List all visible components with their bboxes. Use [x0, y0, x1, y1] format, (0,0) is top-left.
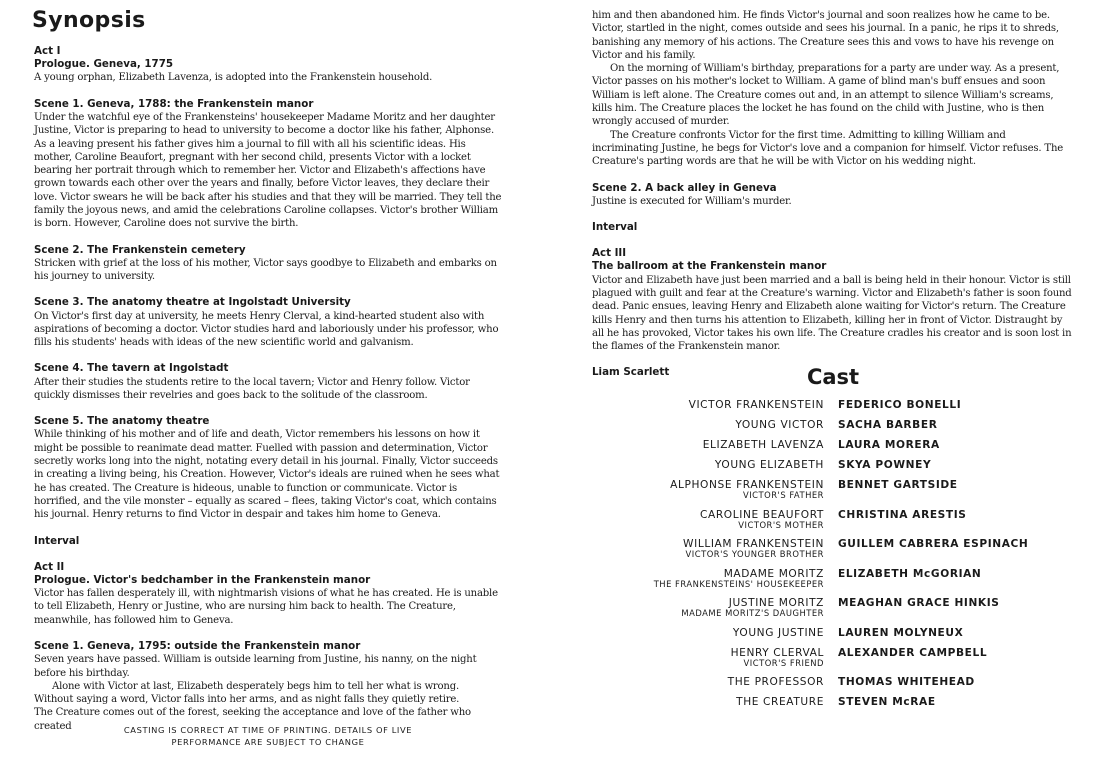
act2-scene1-paragraph: The Creature confronts Victor for the first time. Admitting to killing William and incriminating Justine, he begs for Victor's love and a companion for himself. Victor refuses. The Creature's parting words are that he will be with Victor on his wedding night.: [592, 129, 1064, 168]
actor-name: ALEXANDER CAMPBELL: [838, 646, 988, 659]
actor-name: ELIZABETH McGORIAN: [838, 567, 982, 580]
act1-scene4: [34, 362, 506, 402]
cast-row: [592, 568, 1082, 590]
act2-label: Act II: [34, 560, 65, 573]
act2-scene1-part2: [592, 9, 1074, 169]
prologue-text: A young orphan, Elizabeth Lavenza, is adopted into the Frankenstein household.: [34, 72, 433, 84]
cast-title: Cast: [806, 365, 860, 389]
cast-role: [592, 627, 824, 639]
role-name: YOUNG ELIZABETH: [714, 459, 824, 471]
scene1-heading: Scene 1. Geneva, 1788: the Frankenstein manor: [34, 97, 314, 110]
act2-scene2-heading: Scene 2. A back alley in Geneva: [592, 181, 777, 194]
act2-scene1-paragraph-continued: him and then abandoned him. He finds Victor's journal and soon realizes how he came to be. Victor, startled in the night, comes outside and sees his journal. In a panic, he rips it to shreds, banishing any memory of his actions. The Creature sees this and vows to have his revenge on Victor and his family.: [592, 10, 1059, 61]
act1-scene5: [34, 415, 506, 521]
cast-role: [592, 696, 824, 708]
act2-scene1-paragraph-start: The Creature comes out of the forest, seeking the acceptance and love of the father who created: [34, 707, 471, 732]
cast-row: [592, 439, 1082, 451]
act1-prologue: [34, 45, 506, 85]
scene2-heading: Scene 2. The Frankenstein cemetery: [34, 243, 246, 256]
disclaimer-line: PERFORMANCE ARE SUBJECT TO CHANGE: [171, 736, 365, 747]
actor-name: MEAGHAN GRACE HINKIS: [838, 597, 1000, 609]
cast-row: [592, 419, 1082, 431]
act2-scene1-paragraph: On the morning of William's birthday, preparations for a party are under way. As a present, Victor passes on his mother's locket to William. A game of blind man's buff ensues and soon William is left alone. The Creature comes out and, in an attempt to silence William's screams, kills him. The Creature places the locket he has found on the child with Justine, who is then wrongly accused of murder.: [592, 63, 1060, 128]
interval-2: [592, 221, 1074, 234]
cast-row: [592, 597, 1082, 619]
act2-scene1-heading: Scene 1. Geneva, 1795: outside the Frankenstein manor: [34, 640, 361, 653]
role-description: MADAME MORITZ'S DAUGHTER: [681, 608, 824, 618]
act2-scene1-paragraph: Seven years have passed. William is outside learning from Justine, his nanny, on the night before his birthday.: [34, 654, 477, 679]
actor-name: FEDERICO BONELLI: [838, 399, 962, 411]
scene5-text: While thinking of his mother and of life and death, Victor remembers his lessons on how it might be possible to reanimate dead matter. Fuelled with passion and determination, Victor secretly works long into the night, notating every detail in his journal. Finally, Victor succeeds in creating a living being, his Creation. However, Victor's ideals are ruined when he sees what he has created. The Creature is hideous, unable to function or communicate. Victor is horrified, and the vile monster – equally as scared – flees, taking Victor's coat, which contains his journal. Henry returns to find Victor in despair and takes him home to Geneva.: [34, 429, 500, 521]
actor-name: SACHA BARBER: [838, 419, 938, 431]
cast-role: [592, 647, 824, 669]
actor-name: STEVEN McRAE: [838, 696, 936, 708]
role-description: VICTOR'S YOUNGER BROTHER: [685, 549, 824, 559]
act1-scene1: [34, 98, 506, 231]
act2-scene2: [592, 182, 1074, 209]
role-name: THE PROFESSOR: [727, 676, 824, 688]
actor-name: SKYA POWNEY: [838, 459, 932, 471]
role-name: CAROLINE BEAUFORT: [699, 508, 824, 521]
cast-list: [592, 399, 1082, 716]
cast-role: [592, 399, 824, 411]
author-name: Liam Scarlett: [592, 366, 670, 379]
role-name: WILLIAM FRANKENSTEIN: [683, 538, 824, 550]
act2-scene1-paragraph: Without saying a word, Victor falls into her arms, and as night falls they quietly retire.: [34, 694, 460, 706]
cast-role: [592, 509, 824, 531]
cast-role: [592, 568, 824, 590]
cast-role: [592, 479, 824, 501]
actor-name: THOMAS WHITEHEAD: [838, 676, 975, 688]
act1-scene3: [34, 296, 506, 349]
cast-row: [592, 676, 1082, 688]
scene4-heading: Scene 4. The tavern at Ingolstadt: [34, 362, 229, 375]
actor-name: GUILLEM CABRERA ESPINACH: [838, 538, 1029, 550]
cast-role: [592, 538, 824, 560]
role-name: JUSTINE MORITZ: [728, 597, 824, 609]
act1-label: Act I: [34, 45, 61, 57]
cast-row: [592, 538, 1082, 560]
role-description: VICTOR'S MOTHER: [738, 519, 824, 530]
role-description: VICTOR'S FATHER: [742, 490, 824, 500]
synopsis-title: Synopsis: [32, 8, 146, 33]
scene1-text: Under the watchful eye of the Frankensteins' housekeeper Madame Moritz and her daughter Justine, Victor is preparing to head to university to become a doctor like his father, Alphonse. As a leaving present his father gives him a journal to fill with all his scientific ideas. His mother, Caroline Beaufort, pregnant with her second child, presents Victor with a locket bearing her portrait through which to remember her. Victor and Elizabeth's affections have grown towards each other over the years and finally, before Victor leaves, they declare their love. Victor swears he will be back after his studies and that they will be married. They tell the family the joyous news, and amid the celebrations Caroline collapses. Victor's brother William is born. However, Caroline does not survive the birth.: [34, 111, 502, 230]
cast-row: [592, 479, 1082, 501]
role-name: ELIZABETH LAVENZA: [702, 439, 824, 451]
cast-row: [592, 459, 1082, 471]
role-name: YOUNG VICTOR: [735, 419, 824, 431]
act1-scene2: [34, 244, 506, 284]
act3-label: Act III: [592, 247, 627, 260]
scene3-text: On Victor's first day at university, he meets Henry Clerval, a kind-hearted student also with aspirations of becoming a doctor. Victor studies hard and laboriously under his professor, who fills his students' heads with ideas of the new scientific world and galvanism.: [34, 310, 499, 349]
interval-1: [34, 535, 506, 548]
scene2-text: Stricken with grief at the loss of his mother, Victor says goodbye to Elizabeth and embarks on his journey to university.: [34, 257, 497, 283]
prologue-heading: Prologue. Geneva, 1775: [34, 58, 174, 71]
cast-row: [592, 627, 1082, 639]
act3: [592, 247, 1074, 353]
cast-row: [592, 647, 1082, 669]
casting-disclaimer: [34, 725, 502, 748]
role-name: HENRY CLERVAL: [730, 646, 824, 659]
role-name: VICTOR FRANKENSTEIN: [688, 399, 824, 411]
cast-role: [592, 439, 824, 451]
cast-role: [592, 459, 824, 471]
role-name: THE CREATURE: [736, 696, 824, 708]
cast-role: [592, 676, 824, 688]
disclaimer-line: CASTING IS CORRECT AT TIME OF PRINTING. DETAILS OF LIVE: [123, 725, 413, 735]
interval-label: Interval: [592, 221, 638, 234]
scene5-heading: Scene 5. The anatomy theatre: [34, 415, 210, 428]
synopsis-right-column: [592, 9, 1074, 393]
actor-name: CHRISTINA ARESTIS: [838, 508, 967, 521]
scene3-heading: Scene 3. The anatomy theatre at Ingolstadt University: [34, 296, 351, 309]
cast-row: [592, 509, 1082, 531]
role-name: MADAME MORITZ: [723, 567, 824, 580]
scene4-text: After their studies the students retire to the local tavern; Victor and Henry follow. Victor quickly dismisses their revelries and goes back to the solitude of the classroom.: [34, 376, 470, 401]
cast-role: [592, 597, 824, 619]
act2-scene1-paragraph: Alone with Victor at last, Elizabeth desperately begs him to tell her what is wrong.: [52, 680, 459, 692]
actor-name: BENNET GARTSIDE: [838, 479, 958, 491]
role-name: YOUNG JUSTINE: [732, 626, 824, 639]
cast-row: [592, 399, 1082, 411]
act3-heading: The ballroom at the Frankenstein manor: [592, 260, 827, 273]
synopsis-left-column: [34, 0, 506, 746]
act2-prologue: [34, 561, 506, 627]
role-description: VICTOR'S FRIEND: [743, 657, 824, 668]
interval-label: Interval: [34, 534, 80, 547]
cast-row: [592, 696, 1082, 708]
cast-role: [592, 419, 824, 431]
actor-name: LAURA MORERA: [838, 439, 940, 451]
role-description: THE FRANKENSTEINS' HOUSEKEEPER: [653, 578, 824, 589]
act2-scene1-part1: [34, 640, 506, 733]
act3-text: Victor and Elizabeth have just been married and a ball is being held in their honour. Victor is still plagued with guilt and fear at the Creature's warning. Victor and Elizabeth's father is soon found dead. Panic ensues, leaving Henry and Elizabeth alone waiting for Victor's return. The Creature kills Henry and then turns his attention to Elizabeth, killing her in front of Victor. Distraught by all he has provoked, Victor takes his own life. The Creature cradles his creator and is soon lost in the flames of the Frankenstein manor.: [592, 274, 1072, 353]
act2-prologue-heading: Prologue. Victor's bedchamber in the Frankenstein manor: [34, 573, 371, 586]
act2-scene2-text: Justine is executed for William's murder.: [592, 195, 792, 207]
act2-prologue-text: Victor has fallen desperately ill, with nightmarish visions of what he has created. He is unable to tell Elizabeth, Henry or Justine, who are nursing him back to health. The Creature, meanwhile, has followed him to Geneva.: [34, 588, 498, 626]
actor-name: LAUREN MOLYNEUX: [838, 626, 964, 639]
role-name: ALPHONSE FRANKENSTEIN: [670, 479, 824, 491]
